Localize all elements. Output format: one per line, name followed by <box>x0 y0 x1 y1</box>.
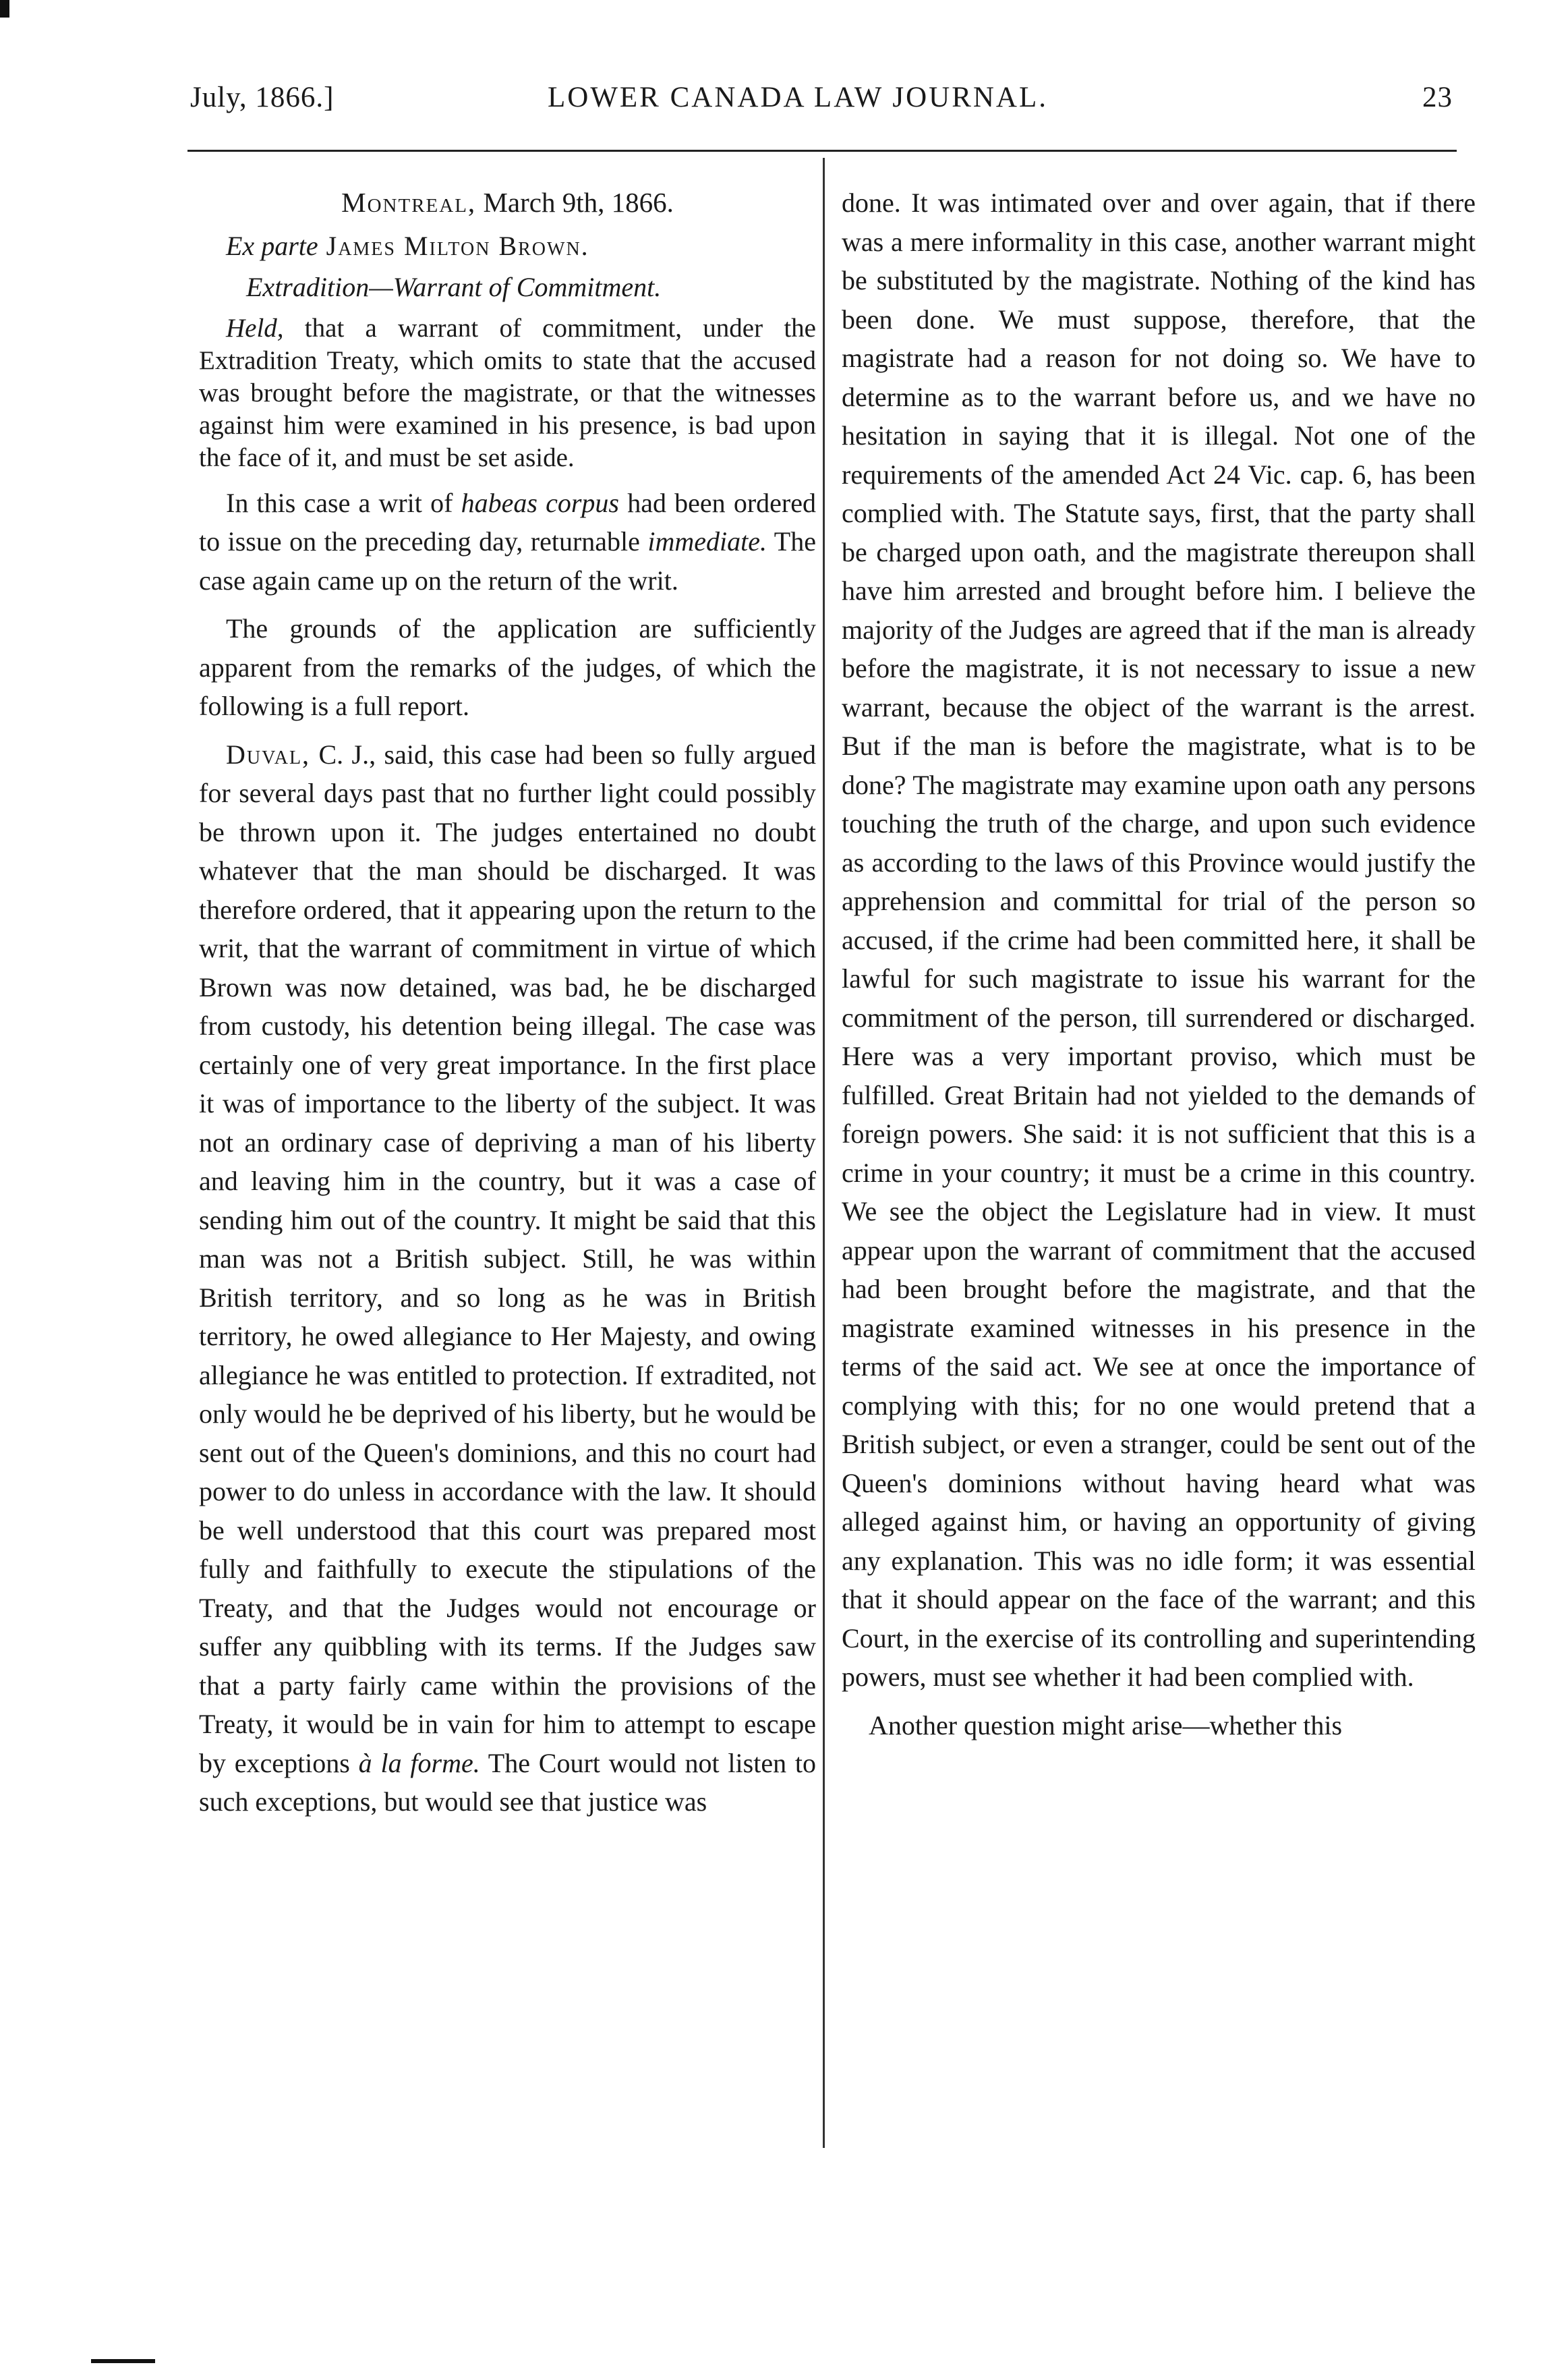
ex-parte-label: Ex parte <box>226 230 318 261</box>
scan-mark-top-left <box>0 0 9 18</box>
case-dateline <box>199 183 816 223</box>
paragraph-writ <box>199 484 816 600</box>
paragraph-grounds: The grounds of the application are sufficiently apparent from the remarks of the judges, of which the following is a full report. <box>199 613 816 721</box>
paragraph-another-question: Another question might arise—whether this <box>869 1709 1343 1740</box>
column-divider <box>823 158 825 2148</box>
paragraph-continuation: done. It was intimated over and over again, that if there was a mere informality in this case, another warrant might be substituted by the magistrate. Nothing of the kind has been done. We must suppose, therefore, that the magistrate had a reason for not doing so. We have to determine as to the warrant before us, and we have no hesitation in saying that it is illegal. Not one of the requirements of the amended Act 24 Vic. cap. 6, has been complied with. The Statute says, first, that the party shall be charged upon oath, and the magistrate thereupon shall have him arrested and brought before him. I believe the majority of the Judges are agreed that if the man is already before the magistrate, it is not necessary to issue a new warrant, because the object of the warrant is the arrest. But if the man is before the magistrate, what is to be done? The magistrate may examine upon oath any persons touching the truth of the charge, and upon such evidence as according to the laws of this Province would justify the apprehension and committal for trial of the person so accused, if the crime had been committed here, it shall be lawful for such magistrate to issue his warrant for the commitment of the person, till surrendered or discharged. Here was a very important proviso, which must be fulfilled. Great Britain had not yielded to the demands of foreign powers. She said: it is not sufficient that this is a crime in your country; it must be a crime in this country. We see the object the Legislature had in view. It must appear upon the warrant of commitment that the accused had been brought before the magistrate, and that the magistrate examined witnesses in his presence in the terms of the said act. We see at once the importance of complying with this; for no one would pretend that a British subject, or even a stranger, could be sent out of the Queen's dominions without having heard what was alleged against him, or having an opportunity of giving any explanation. This was no idle form; it was essential that it should appear on the face of the warrant; and this Court, in the exercise of its controlling and superintending powers, must see whether it had been complied with. <box>842 188 1476 1692</box>
dateline-city: Montreal, <box>341 187 477 218</box>
header-date: July, 1866.] <box>190 82 335 113</box>
held-text: that a warrant of commitment, under the Extradition Treaty, which omits to state that the accused was brought before the magistrate, or that the witnesses against him were examined in his presence, is bad upon the face of it, and must be set aside. <box>199 313 816 472</box>
scan-mark-bottom-left <box>91 2359 155 2363</box>
text-run: C. J., said, this case had been so fully argued for several days past that no further light could possibly be thrown upon it. The judges entertained no doubt whatever that the man should be discharged. It was therefore ordered, that it appearing upon the return to the writ, that the warrant of commitment in virtue of which Brown was now detained, was bad, he be discharged from custody, his detention being illegal. The case was certainly one of very great importance. In the first place it was of importance to the liberty of the subject. It was not an ordinary case of depriving a man of his liberty and leaving him in the country, but it was a case of sending him out of the country. It might be said that this man was not a British subject. Still, he was within British territory, and so long as he was in British territory, he owed allegiance to Her Majesty, and owing allegiance he was entitled to protection. If extradited, not only would he be deprived of his liberty, but he would be sent out of the Queen's dominions, and this no court had power to do unless in accordance with the law. It should be well understood that this court was prepared most fully and faithfully to execute the stipulations of the Treaty, and that the Judges would not encourage or suffer any quibbling with its terms. If the Judges saw that a party fairly came within the provisions of the Treaty, it would be in vain for him to attempt to escape by exceptions <box>199 739 816 1778</box>
text-run: had been ordered to issue on the preceding day, returnable <box>199 487 816 557</box>
text-run: The Court would not listen to such exceptions, but would see that justice was <box>199 1747 817 1817</box>
left-column <box>199 183 816 1831</box>
header-rule <box>187 150 1457 152</box>
case-title <box>226 227 816 266</box>
journal-title: LOWER CANADA LAW JOURNAL. <box>548 82 1049 113</box>
held-label: Held, <box>226 313 284 343</box>
case-subject: Extradition—Warrant of Commitment. <box>246 272 662 302</box>
page-header <box>190 81 1453 121</box>
page-number: 23 <box>1422 82 1453 113</box>
judge-name: Duval, <box>226 739 311 770</box>
a-la-forme-term: à la forme. <box>358 1747 480 1778</box>
headnote <box>199 312 816 474</box>
paragraph-judgment-duval <box>199 735 816 1821</box>
dateline-date: March 9th, 1866. <box>476 187 674 218</box>
text-run: The case again came up on the return of the writ. <box>199 526 816 596</box>
party-name: James Milton Brown. <box>318 230 589 261</box>
habeas-corpus-term: habeas corpus <box>461 487 619 518</box>
immediate-term: immediate. <box>647 526 767 557</box>
text-run: In this case a writ of <box>226 487 461 518</box>
right-column <box>842 183 1476 1754</box>
